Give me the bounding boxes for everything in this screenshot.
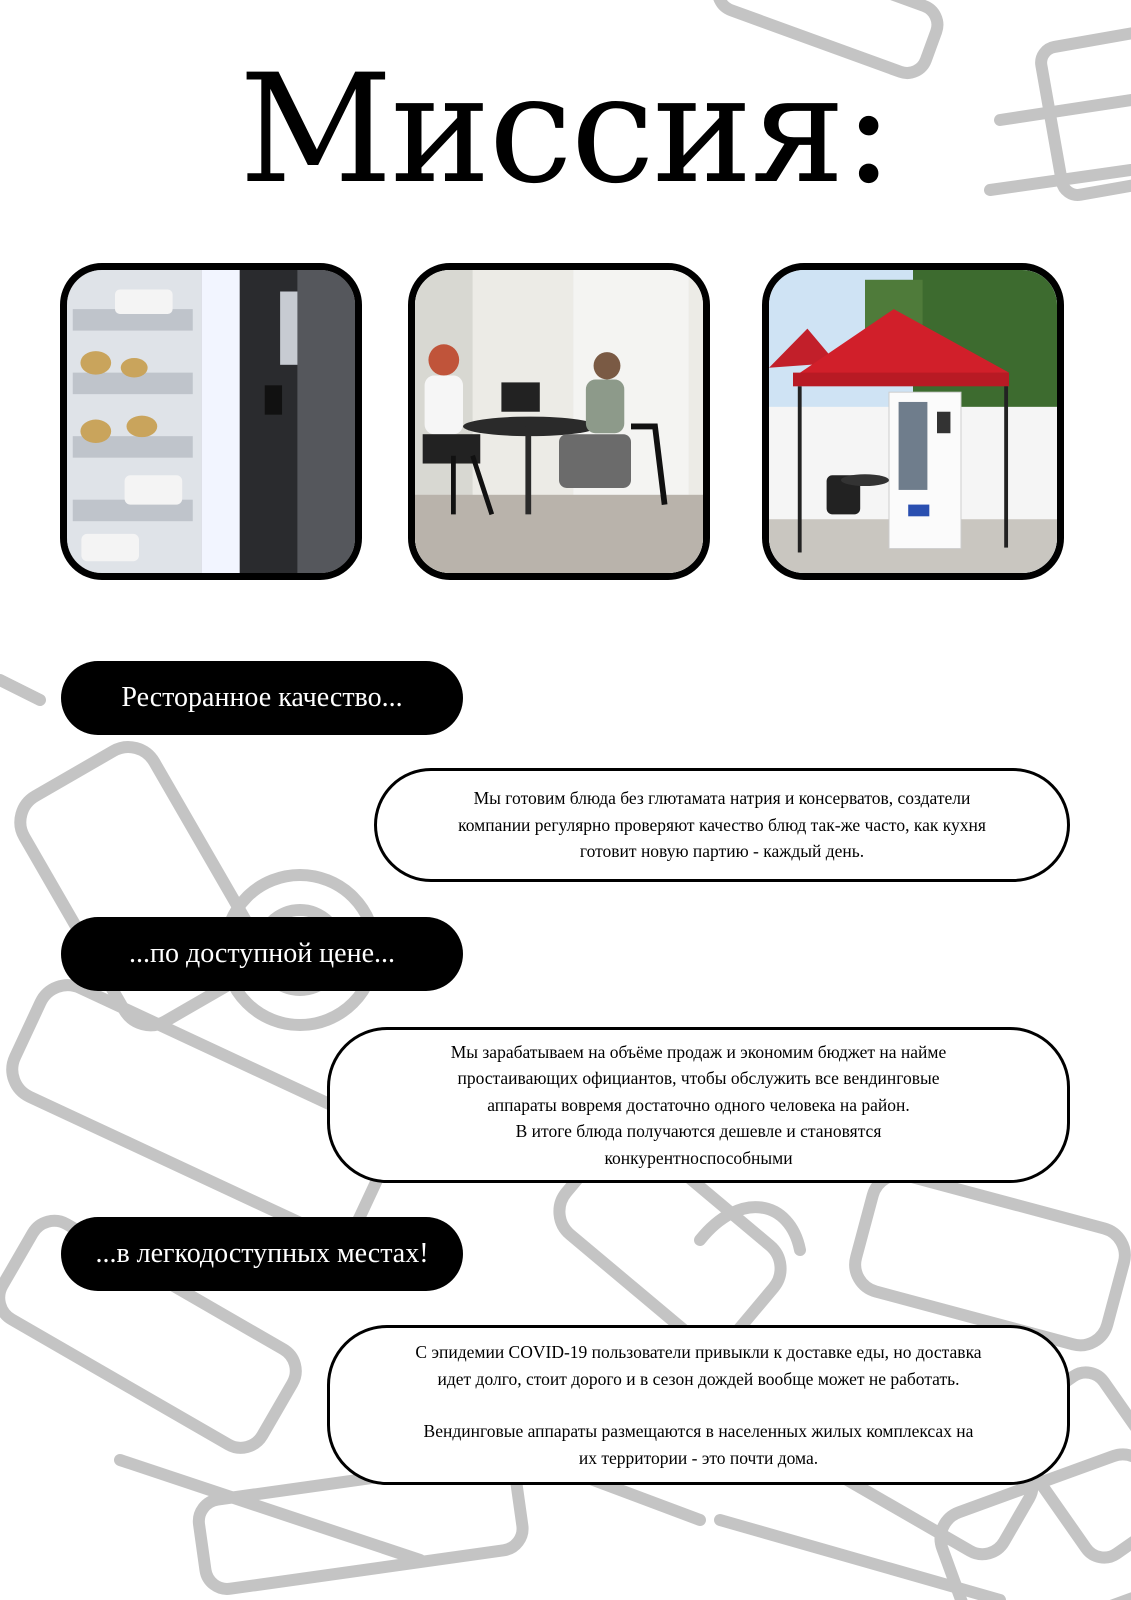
text-line: готовит новую партию - каждый день. <box>579 841 865 862</box>
text-line: простаивающих официантов, чтобы обслужить все вендинговые <box>457 1068 940 1089</box>
text-line: С эпидемии COVID-19 пользователи привыкли к доставке еды, но доставка <box>415 1342 982 1362</box>
text-line: идет долго, стоит дорого и в сезон дождей вообще может не работать. <box>437 1368 960 1389</box>
vending-machine-under-red-tent-photo <box>762 263 1064 580</box>
text-line: конкурентноспособными <box>604 1147 793 1168</box>
section-heading-price: ...по доступной цене... <box>61 917 463 991</box>
women-at-cafe-table-photo <box>408 263 710 580</box>
vending-machine-shelves-photo <box>60 263 362 580</box>
text-line: компании регулярно проверяют качество блюд так-же часто, как кухня <box>458 814 986 835</box>
section-heading-quality: Ресторанное качество... <box>61 661 463 735</box>
page-title: Миссия: <box>239 43 892 217</box>
text-line: Вендинговые аппараты размещаются в населенных жилых комплексах на <box>423 1421 974 1441</box>
text-line: Мы зарабатываем на объёме продаж и экономим бюджет на найме <box>450 1041 947 1062</box>
text-line: аппараты вовремя достаточно одного человека на район. <box>487 1094 910 1115</box>
text-line: Мы готовим блюда без глютамата натрия и консерватов, создатели <box>473 788 971 809</box>
section-text-price <box>327 1027 1070 1183</box>
section-text-quality <box>374 768 1070 882</box>
section-text-locations <box>327 1325 1070 1485</box>
text-line: их территории - это почти дома. <box>578 1447 819 1468</box>
section-heading-locations: ...в легкодоступных местах! <box>61 1217 463 1291</box>
text-line: В итоге блюда получаются дешевле и становятся <box>515 1121 882 1142</box>
